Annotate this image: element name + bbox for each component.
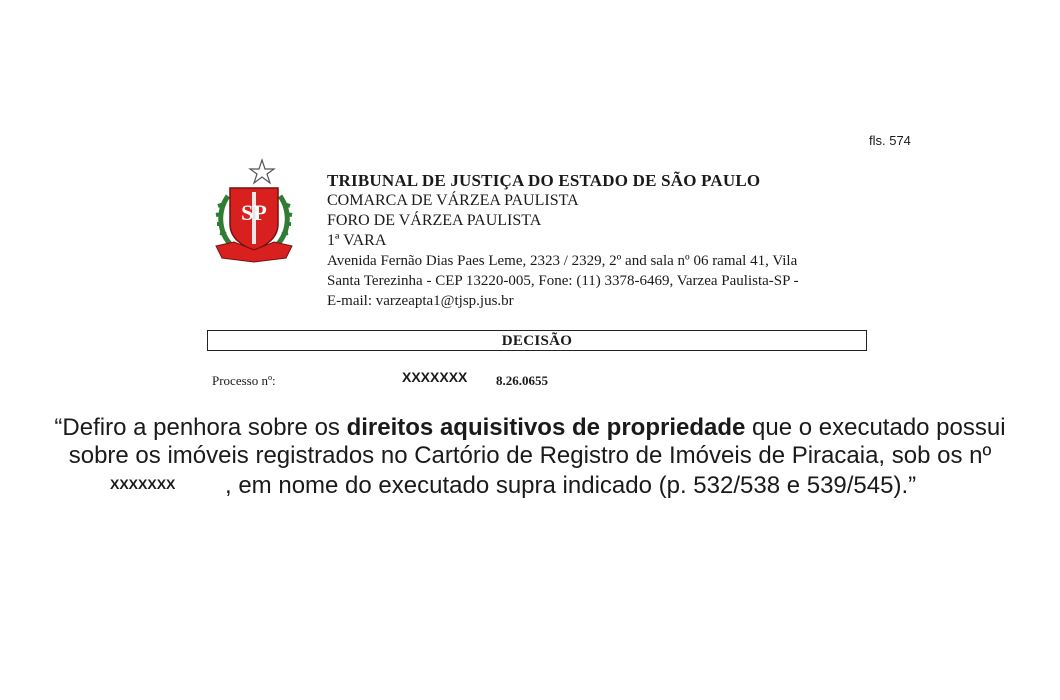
vara-line: 1ª VARA: [327, 232, 387, 249]
court-header: [327, 170, 887, 311]
quote-line-3: , em nome do executado supra indicado (p. 532/538 e 539/545).”: [225, 472, 917, 499]
quote-line-2: sobre os imóveis registrados no Cartório de Registro de Imóveis de Piracaia, sob os nº: [68, 442, 992, 469]
email-line: E-mail: varzeapta1@tjsp.jus.br: [327, 293, 514, 309]
crest-letters: SP: [241, 200, 267, 225]
sao-paulo-coat-of-arms-icon: [214, 158, 294, 266]
quote-bold-phrase: direitos aquisitivos de propriedade: [346, 414, 746, 441]
process-number-redacted: XXXXXXX: [402, 369, 468, 385]
quoted-decision-text: [20, 414, 1040, 470]
decision-title: DECISÃO: [501, 333, 573, 349]
registry-numbers-redacted: XXXXXXX: [110, 476, 176, 492]
address-line-1: Avenida Fernão Dias Paes Leme, 2323 / 2329, 2º and sala nº 06 ramal 41, Vila: [327, 253, 798, 269]
quote-line-1-start: “Defiro a penhora sobre os: [54, 414, 347, 441]
quote-line-1: [20, 414, 1040, 442]
process-label: Processo nº:: [212, 373, 276, 388]
comarca-line: COMARCA DE VÁRZEA PAULISTA: [327, 192, 579, 209]
page-number: fls. 574: [869, 133, 911, 148]
decision-title-box: [207, 330, 867, 351]
address-line-2: Santa Terezinha - CEP 13220-005, Fone: (11) 3378-6469, Varzea Paulista-SP -: [327, 273, 799, 289]
court-name: TRIBUNAL DE JUSTIÇA DO ESTADO DE SÃO PAULO: [327, 171, 761, 190]
process-number-suffix: 8.26.0655: [496, 373, 548, 388]
foro-line: FORO DE VÁRZEA PAULISTA: [327, 212, 542, 229]
quote-line-1-end: que o executado possui: [745, 414, 1006, 441]
